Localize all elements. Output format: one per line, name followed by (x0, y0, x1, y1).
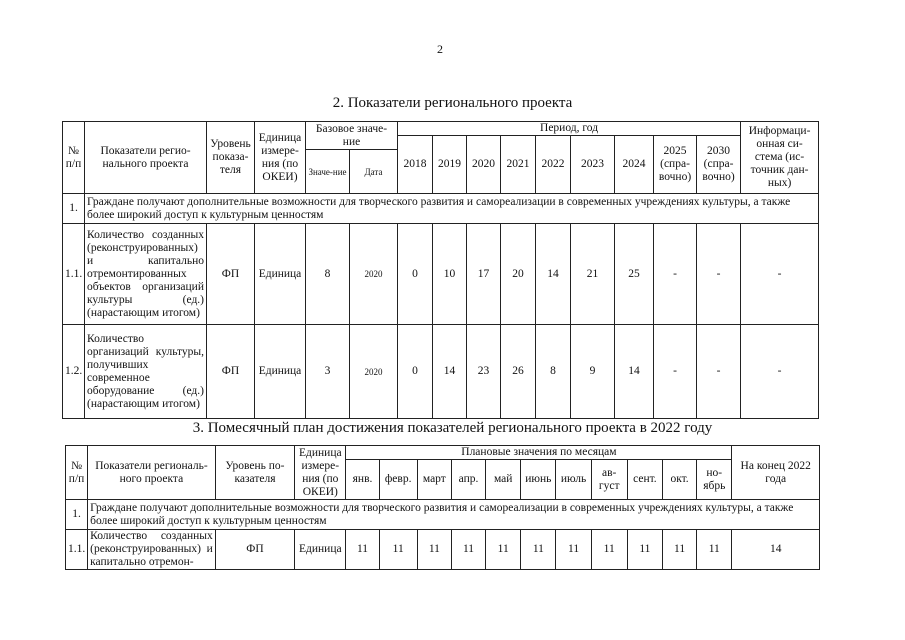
row-level: ФП (207, 325, 255, 419)
table-row (63, 224, 819, 325)
header-year: 2023 (571, 136, 615, 194)
header-level: Уровень по-казателя (215, 446, 294, 500)
header-month: ав-густ (591, 460, 627, 500)
row-indicator: Количество созданных (реконструированных) и капитально отремон- (88, 530, 216, 570)
header-month: но-ябрь (697, 460, 732, 500)
row-month-value: 11 (451, 530, 485, 570)
group-description: Граждане получают дополнительные возможности для творческого развития и самореализации в современных учреждениях культуры, а также более широкий доступ к культурным ценностям (88, 500, 820, 530)
header-unit: Единица измере-ния (по ОКЕИ) (295, 446, 346, 500)
group-description: Граждане получают дополнительные возможности для творческого развития и самореализации в современных учреждениях культуры, а также более широкий доступ к культурным ценностям (85, 194, 819, 224)
row-value: - (654, 325, 697, 419)
row-base-date: 2020 (350, 325, 398, 419)
header-month: июль (556, 460, 591, 500)
row-month-value: 11 (591, 530, 627, 570)
header-month: сент. (627, 460, 662, 500)
row-num: 1.1. (66, 530, 88, 570)
row-indicator: Количество организаций культуры, получивших современное оборудование (ед.) (нарастающим итогом) (85, 325, 207, 419)
header-month: февр. (379, 460, 417, 500)
row-unit: Единица (255, 224, 306, 325)
row-month-value: 11 (379, 530, 417, 570)
row-value: 10 (433, 224, 467, 325)
row-value: - (654, 224, 697, 325)
row-indicator: Количество созданных (реконструированных) и капитально отремонтированных объектов организаций культуры (ед.) (нарастающим итогом) (85, 224, 207, 325)
row-value: 21 (571, 224, 615, 325)
header-month: март (417, 460, 451, 500)
header-year: 2020 (467, 136, 501, 194)
row-num: 1.2. (63, 325, 85, 419)
row-value: 0 (398, 325, 433, 419)
row-num: 1.1. (63, 224, 85, 325)
header-year-end: На конец 2022 года (732, 446, 820, 500)
row-level: ФП (207, 224, 255, 325)
row-info: - (741, 325, 819, 419)
row-value: 9 (571, 325, 615, 419)
row-value: 0 (398, 224, 433, 325)
row-level: ФП (215, 530, 294, 570)
row-value: 14 (615, 325, 654, 419)
row-month-value: 11 (662, 530, 696, 570)
header-indicator: Показатели региональ-ного проекта (88, 446, 216, 500)
header-base-date: Дата (350, 150, 398, 194)
header-num: № п/п (66, 446, 88, 500)
row-base-date: 2020 (350, 224, 398, 325)
header-level: Уровень показа-теля (207, 122, 255, 194)
row-value: 20 (501, 224, 536, 325)
row-month-value: 11 (697, 530, 732, 570)
regional-indicators-table (62, 121, 819, 419)
table-row (63, 325, 819, 419)
row-value: 23 (467, 325, 501, 419)
row-value: 17 (467, 224, 501, 325)
header-year: 2018 (398, 136, 433, 194)
header-month: май (486, 460, 521, 500)
group-num: 1. (63, 194, 85, 224)
row-base-value: 3 (306, 325, 350, 419)
row-info: - (741, 224, 819, 325)
row-month-value: 11 (521, 530, 556, 570)
table-row (66, 530, 820, 570)
header-year: 2024 (615, 136, 654, 194)
row-value: - (697, 224, 741, 325)
section-2-title: 2. Показатели регионального проекта (332, 95, 573, 111)
header-base-value: Значе-ние (306, 150, 350, 194)
row-value: 26 (501, 325, 536, 419)
page-number: 2 (437, 42, 443, 56)
row-month-value: 11 (346, 530, 379, 570)
monthly-plan-table (65, 445, 820, 570)
row-month-value: 11 (556, 530, 591, 570)
row-value: 14 (433, 325, 467, 419)
header-month: апр. (451, 460, 485, 500)
header-unit: Единица измере-ния (по ОКЕИ) (255, 122, 306, 194)
header-month: окт. (662, 460, 696, 500)
header-year: 2025 (спра-вочно) (654, 136, 697, 194)
header-info-system: Информаци-онная си-стема (ис-точник дан-ных) (741, 122, 819, 194)
row-month-value: 11 (486, 530, 521, 570)
header-month: июнь (521, 460, 556, 500)
row-value: 25 (615, 224, 654, 325)
header-period: Период, год (398, 122, 741, 136)
row-unit: Единица (295, 530, 346, 570)
row-month-value: 11 (627, 530, 662, 570)
row-value: - (697, 325, 741, 419)
header-year: 2021 (501, 136, 536, 194)
row-year-end-value: 14 (732, 530, 820, 570)
header-year: 2019 (433, 136, 467, 194)
header-base: Базовое значе-ние (306, 122, 398, 150)
group-num: 1. (66, 500, 88, 530)
row-month-value: 11 (417, 530, 451, 570)
header-year: 2030 (спра-вочно) (697, 136, 741, 194)
row-unit: Единица (255, 325, 306, 419)
row-value: 8 (536, 325, 571, 419)
header-month: янв. (346, 460, 379, 500)
row-value: 14 (536, 224, 571, 325)
section-3-title: 3. Помесячный план достижения показателей регионального проекта в 2022 году (192, 420, 713, 436)
header-num: № п/п (63, 122, 85, 194)
row-base-value: 8 (306, 224, 350, 325)
header-monthly-plan: Плановые значения по месяцам (346, 446, 732, 460)
header-indicator: Показатели регио-нального проекта (85, 122, 207, 194)
header-year: 2022 (536, 136, 571, 194)
